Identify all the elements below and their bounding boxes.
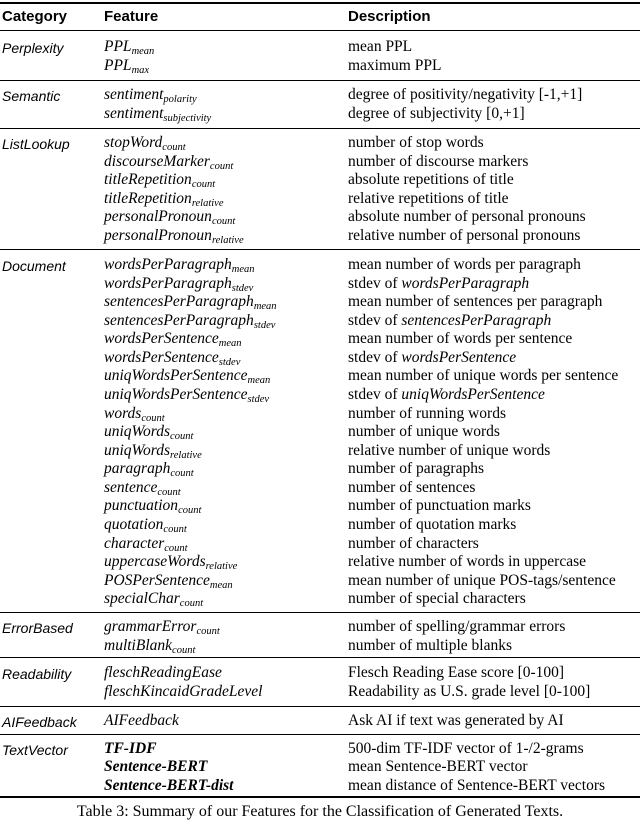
feature-subscript: mean [231,264,255,275]
feature-description [348,227,580,245]
category-label: AIFeedback [2,714,77,730]
feature-subscript: relative [170,449,202,461]
description-text: number of punctuation marks [348,497,531,515]
description-text: number of multiple blanks [348,636,513,654]
feature-name [104,386,269,404]
description-text: degree of subjectivity [0,+1] [348,104,525,122]
description-text: absolute repetitions of title [348,171,514,189]
description-text: number of sentences [348,478,476,496]
feature-base: multiBlank [104,636,173,654]
feature-name [104,497,201,515]
feature-base: character [104,534,165,552]
feature-base: uppercaseWords [104,553,206,571]
feature-name [104,553,237,571]
feature-base: TF-IDF [104,740,157,757]
header-rule [0,30,640,31]
feature-description [348,740,584,758]
feature-subscript: count [209,160,234,172]
feature-base: uniqWordsPerSentence [104,385,248,403]
description-text: number of quotation marks [348,515,517,533]
feature-subscript: mean [209,579,233,591]
feature-base: uniqWords [104,423,171,441]
feature-base: sentence [104,478,158,496]
feature-description [348,153,528,171]
top-rule [0,2,640,4]
feature-base: grammarError [104,618,197,635]
feature-subscript: mean [218,338,242,350]
group-rule [0,80,640,81]
feature-base: specialChar [104,590,180,608]
description-text: Readability as U.S. grade level [0-100] [348,682,591,700]
feature-description [348,683,590,701]
feature-subscript: stdev [231,282,254,294]
feature-description [348,535,479,553]
feature-base: discourseMarker [104,152,210,170]
feature-subscript: subjectivity [163,112,212,124]
feature-base: wordsPerParagraph [104,256,232,273]
feature-base: personalPronoun [104,227,212,244]
feature-name [104,460,194,478]
feature-description [348,442,550,460]
feature-name [104,535,188,553]
feature-subscript: stdev [253,319,276,331]
description-text: mean number of unique POS-tags/sentence [348,571,616,589]
feature-name [104,664,222,682]
feature-name [104,105,211,123]
description-text: relative repetitions of title [348,189,509,207]
description-text: mean number of sentences per paragraph [348,293,603,311]
feature-name [104,758,207,776]
category-label: Perplexity [2,40,64,56]
feature-base: Sentence-BERT [104,758,208,776]
feature-base: uniqWordsPerSentence [104,367,248,385]
category-label: TextVector [2,742,68,758]
description-feature-ref: uniqWordsPerSentence [401,385,545,403]
bottom-rule [0,796,640,798]
description-text: mean number of words per sentence [348,330,573,348]
feature-description [348,618,565,636]
description-text: degree of positivity/negativity [-1,+1] [348,86,583,103]
description-text: number of running words [348,404,506,422]
description-text: mean Sentence-BERT vector [348,758,528,776]
group-rule [0,128,640,129]
feature-name [104,293,277,311]
feature-name [104,683,262,701]
feature-base: words [104,404,142,422]
feature-description [348,637,512,655]
feature-base: sentencesPerParagraph [104,293,254,311]
feature-base: Sentence-BERT-dist [104,776,234,794]
feature-description [348,664,564,682]
description-text: Flesch Reading Ease score [0-100] [348,664,565,681]
feature-description [348,497,531,515]
description-text: stdev of [348,311,398,329]
feature-name [104,740,157,758]
feature-name [104,637,195,655]
feature-description [348,86,582,104]
feature-subscript: count [179,598,204,610]
description-text: relative number of unique words [348,441,551,459]
feature-base: paragraph [104,460,171,478]
feature-subscript: max [131,64,150,76]
description-feature-ref: wordsPerParagraph [401,274,530,292]
feature-subscript: mean [247,375,271,387]
feature-base: uniqWords [104,441,171,459]
feature-base: sentiment [104,104,164,122]
feature-name [104,57,149,75]
feature-description [348,405,506,423]
feature-subscript: count [196,626,220,637]
feature-subscript: count [162,142,186,153]
feature-subscript: count [163,523,187,535]
feature-description [348,275,529,293]
description-feature-ref: sentencesPerParagraph [401,311,552,329]
feature-subscript: count [170,431,194,443]
description-text: number of discourse markers [348,152,529,170]
group-rule [0,706,640,707]
group-rule [0,612,640,613]
feature-subscript: relative [205,561,238,573]
feature-name [104,479,181,497]
feature-subscript: count [191,179,216,191]
feature-name [104,442,202,460]
group-rule [0,734,640,735]
feature-base: wordsPerParagraph [104,274,232,292]
feature-subscript: relative [211,235,244,246]
feature-name [104,312,275,330]
description-text: number of spelling/grammar errors [348,618,566,635]
description-text: Ask AI if text was generated by AI [348,712,564,729]
feature-subscript: count [178,505,202,517]
feature-name [104,330,242,348]
feature-base: titleRepetition [104,189,192,207]
description-text: relative number of personal pronouns [348,227,581,244]
feature-description [348,57,441,75]
feature-base: wordsPerSentence [104,330,219,348]
feature-description [348,330,572,348]
description-text: mean PPL [348,38,413,55]
feature-description [348,190,509,208]
category-label: Semantic [2,88,61,104]
description-text: stdev of [348,274,398,292]
description-text: stdev of [348,348,398,366]
group-rule [0,657,640,658]
feature-name [104,572,233,590]
feature-description [348,171,514,189]
feature-base: sentencesPerParagraph [104,311,254,329]
description-text: number of unique words [348,423,500,441]
feature-name [104,618,220,636]
feature-name [104,208,235,226]
description-text: mean number of words per paragraph [348,256,581,273]
feature-subscript: count [157,486,181,498]
feature-base: fleschKincaidGradeLevel [104,682,263,700]
feature-description [348,134,484,152]
feature-name [104,275,253,293]
feature-description [348,349,516,367]
feature-name [104,227,244,245]
description-text: absolute number of personal pronouns [348,208,586,226]
feature-description [348,312,551,330]
feature-name [104,38,154,56]
feature-name [104,349,240,367]
description-text: number of paragraphs [348,460,485,478]
feature-name [104,405,165,423]
feature-description [348,553,586,571]
header-category: Category [2,8,68,25]
feature-description [348,758,528,776]
feature-base: sentiment [104,86,164,103]
description-text: relative number of words in uppercase [348,553,587,571]
header-feature: Feature [104,8,159,25]
feature-base: personalPronoun [104,208,212,226]
description-text: mean number of unique words per sentence [348,367,619,385]
feature-name [104,516,187,534]
feature-name [104,423,193,441]
feature-base: wordsPerSentence [104,348,219,366]
description-feature-ref: wordsPerSentence [401,348,517,366]
feature-description [348,460,484,478]
table-caption: Table 3: Summary of our Features for the Classification of Generated Texts. [76,803,564,820]
feature-description [348,516,516,534]
feature-base: titleRepetition [104,171,192,189]
feature-name [104,134,186,152]
feature-subscript: count [141,412,165,424]
feature-description [348,38,412,56]
feature-subscript: count [170,468,194,480]
feature-subscript: relative [191,197,224,209]
feature-name [104,590,203,608]
description-text: number of special characters [348,590,526,608]
feature-description [348,590,526,608]
group-rule [0,249,640,250]
category-label: Document [2,258,66,274]
feature-subscript: count [164,542,188,554]
feature-name [104,190,224,208]
description-text: 500-dim TF-IDF vector of 1-/2-grams [348,740,584,757]
feature-name [104,777,233,795]
header-description: Description [348,8,431,25]
feature-name [104,171,215,189]
feature-description [348,423,500,441]
description-text: maximum PPL [348,56,442,74]
feature-description [348,208,586,226]
feature-name [104,86,197,104]
feature-base: POSPerSentence [104,571,210,589]
feature-base: PPL [104,38,132,55]
description-text: number of characters [348,534,479,552]
feature-base: PPL [104,56,132,74]
feature-name [104,153,233,171]
feature-description [348,479,475,497]
feature-subscript: polarity [163,94,197,105]
feature-description [348,293,602,311]
feature-description [348,256,581,274]
feature-subscript: count [172,644,196,656]
feature-base: stopWord [104,134,163,151]
feature-base: quotation [104,515,164,533]
feature-subscript: count [211,216,236,228]
feature-description [348,712,564,730]
description-text: number of stop words [348,134,484,151]
feature-subscript: stdev [247,393,270,405]
feature-base: AIFeedback [104,712,179,729]
category-label: Readability [2,666,72,682]
feature-description [348,105,525,123]
feature-name [104,712,179,730]
feature-subscript: mean [131,46,155,57]
feature-base: punctuation [104,497,179,515]
feature-description [348,386,545,404]
feature-subscript: mean [253,301,277,313]
description-text: stdev of [348,385,398,403]
category-label: ListLookup [2,136,70,152]
category-label: ErrorBased [2,620,73,636]
feature-description [348,367,618,385]
feature-name [104,256,255,274]
feature-base: fleschReadingEase [104,664,222,681]
description-text: mean distance of Sentence-BERT vectors [348,776,606,794]
feature-name [104,367,270,385]
feature-subscript: stdev [218,356,241,368]
feature-description [348,777,605,795]
feature-description [348,572,616,590]
